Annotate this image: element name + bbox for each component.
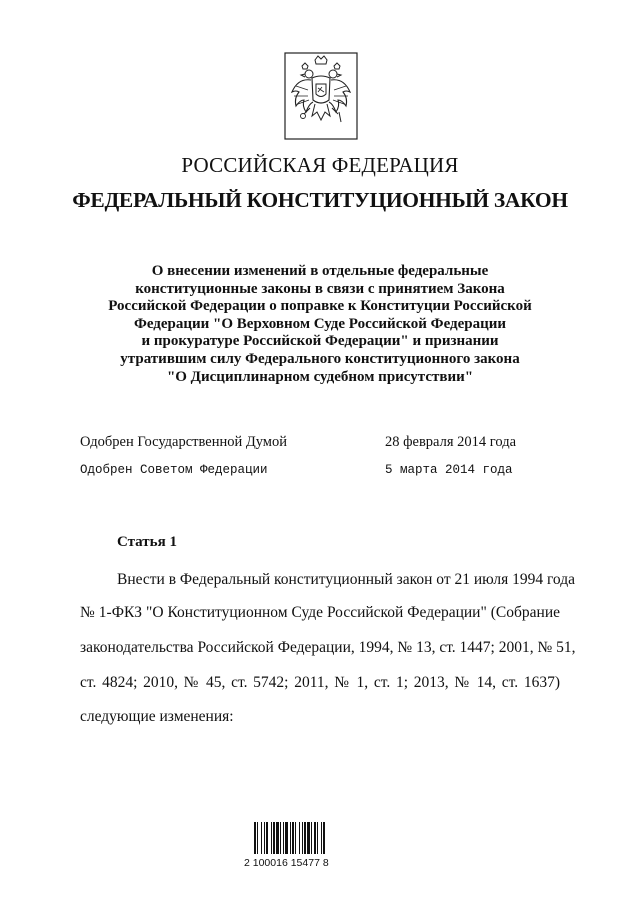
article-text-line: ст. 4824; 2010, № 45, ст. 5742; 2011, № 1, ст. 1; 2013, № 14, ст. 1637) bbox=[80, 674, 560, 691]
subject-line: и прокуратуре Российской Федерации" и признании bbox=[141, 333, 499, 350]
approval-council-label: Одобрен Советом Федерации bbox=[80, 463, 268, 477]
subject-line: О внесении изменений в отдельные федеральные bbox=[151, 263, 489, 279]
russian-coat-of-arms-icon bbox=[282, 50, 360, 142]
article-text-line: Внести в Федеральный конституционный закон от 21 июля 1994 года bbox=[117, 571, 575, 588]
approval-duma-label: Одобрен Государственной Думой bbox=[80, 434, 287, 450]
subject-line: конституционные законы в связи с принятием Закона bbox=[135, 280, 505, 297]
subject-line: "О Дисциплинарном судебном присутствии" bbox=[166, 368, 474, 385]
country-title: РОССИЙСКАЯ ФЕДЕРАЦИЯ bbox=[181, 153, 459, 177]
article-text-line: № 1-ФКЗ "О Конституционном Суде Российской Федерации" (Собрание bbox=[80, 604, 560, 621]
approval-council-date: 5 марта 2014 года bbox=[385, 463, 513, 477]
article-heading: Статья 1 bbox=[117, 534, 177, 550]
law-subject bbox=[80, 263, 560, 386]
approval-duma-date: 28 февраля 2014 года bbox=[385, 434, 517, 450]
article-text-line: законодательства Российской Федерации, 1994, № 13, ст. 1447; 2001, № 51, bbox=[80, 639, 576, 656]
article-text-line: следующие изменения: bbox=[80, 708, 234, 725]
barcode-icon bbox=[252, 818, 360, 856]
subject-line: Федерации "О Верховном Суде Российской Федерации bbox=[133, 315, 507, 332]
document-type-title: ФЕДЕРАЛЬНЫЙ КОНСТИТУЦИОННЫЙ ЗАКОН bbox=[72, 188, 568, 212]
barcode-number: 2 100016 15477 8 bbox=[244, 857, 329, 869]
subject-line: утратившим силу Федерального конституционного закона bbox=[120, 350, 520, 367]
subject-line: Российской Федерации о поправке к Конституции Российской bbox=[108, 298, 532, 315]
